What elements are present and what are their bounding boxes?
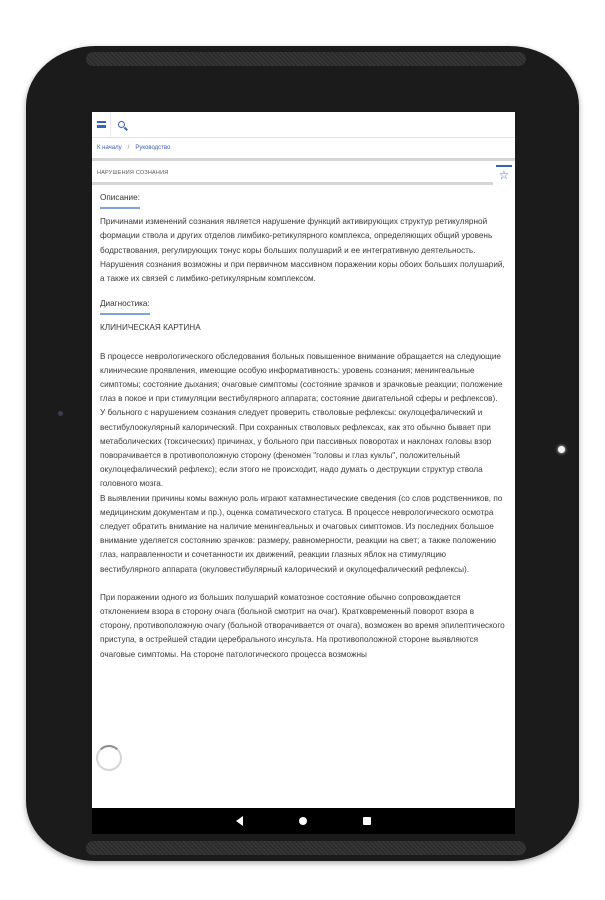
star-outline-icon: ☆	[498, 168, 510, 182]
diagnostics-paragraph: В процессе неврологического обследования больных повышенное внимание обращается на следующие клинические проявления, имеющие особую информативность: уровень сознания; менингеальные симптомы; состояние дыхания; очаговые симптомы (состояние зрачков и зрачковые реакции; положение глаз в покое и при стимуляции вестибулярного аппарата; состояние двигательной сферы и рефлексов).	[100, 351, 503, 404]
home-icon[interactable]	[299, 817, 307, 825]
search-button[interactable]	[111, 112, 131, 137]
top-speaker-grille	[86, 52, 526, 66]
breadcrumb-separator: /	[127, 145, 130, 151]
breadcrumb-home-link[interactable]: К началу	[97, 145, 122, 151]
breadcrumb	[92, 138, 515, 161]
description-text: Причинами изменений сознания является нарушение функций активирующих структур ретикулярной формации ствола и других отделов лимбико-ретикулярного комплекса, определяющих общий уровень бодрствования, регулирующих тонус коры больших полушарий и ее интегративную деятельность. Нарушения сознания возможны и при первичном массивном поражении коры обоих больших полушарий, а также их связей с лимбико-ретикулярным комплексом.	[100, 217, 505, 284]
device-screen	[92, 112, 515, 834]
bottom-speaker-grille	[86, 841, 526, 855]
menu-icon	[97, 121, 106, 128]
loading-spinner-icon	[96, 745, 122, 771]
section-title-diagnostics: Диагностика:	[100, 297, 150, 315]
diagnostics-paragraph: В выявлении причины комы важную роль играют катамнестические сведения (со слов родственников, по медицинским документам и пр.), оценка соматического статуса. В процессе неврологического осмотра следует обратить внимание на наличие менингеальных и очаговых симптомов. Из последних большое внимание уделяется состоянию зрачков: размеру, равномерности, реакции на свет; а также положению глаз, направленности и сочетанности их движений, реакции глазных яблок на стимуляцию вестибулярного аппарата (окуловестибулярный калорический и окулоцефалический рефлексы).	[100, 493, 503, 574]
breadcrumb-guide-link[interactable]: Руководство	[135, 145, 171, 151]
favorite-button[interactable]	[495, 165, 513, 181]
article-title-bar	[92, 161, 515, 185]
search-icon	[118, 121, 125, 128]
page-title: НАРУШЕНИЯ СОЗНАНИЯ	[97, 170, 169, 176]
system-navigation-bar	[92, 808, 515, 834]
recents-icon[interactable]	[363, 817, 371, 825]
diagnostics-subtitle: КЛИНИЧЕСКАЯ КАРТИНА	[100, 323, 201, 333]
article-content	[92, 185, 515, 662]
app-toolbar	[92, 112, 515, 138]
diagnostics-paragraph: У больного с нарушением сознания следует проверить стволовые рефлексы: окулоцефалический и вестибулоокулярный калорический. При сохранных стволовых рефлексах, как это обычно бывает при метаболических (токсических) причинах, у больного при пассивных поворотах и наклонах головы взор поворачивается в противоположную сторону (феномен "головы и глаз куклы", положительный окулоцефалический рефлекс); если этого не происходит, надо думать о деструкции структур ствола головного мозга.	[100, 408, 492, 489]
front-camera	[58, 411, 63, 416]
favorite-indicator-bar	[496, 165, 512, 167]
light-sensor	[558, 446, 565, 453]
section-title-description: Описание:	[100, 191, 140, 209]
tablet-frame	[26, 46, 579, 861]
diagnostics-paragraph: При поражении одного из больших полушарий коматозное состояние обычно сопровождается отклонением взора в сторону очага (больной смотрит на очаг). Кратковременный поворот взора в сторону, противоположную очагу (больной отворачивается от очага), возможен во время эпилептического приступа, в острейшей стадии церебрального инсульта. На противоположной стороне выявляются очаговые симптомы. На стороне патологического процесса возможны	[100, 592, 505, 659]
menu-button[interactable]	[92, 112, 111, 137]
back-icon[interactable]	[236, 816, 243, 826]
